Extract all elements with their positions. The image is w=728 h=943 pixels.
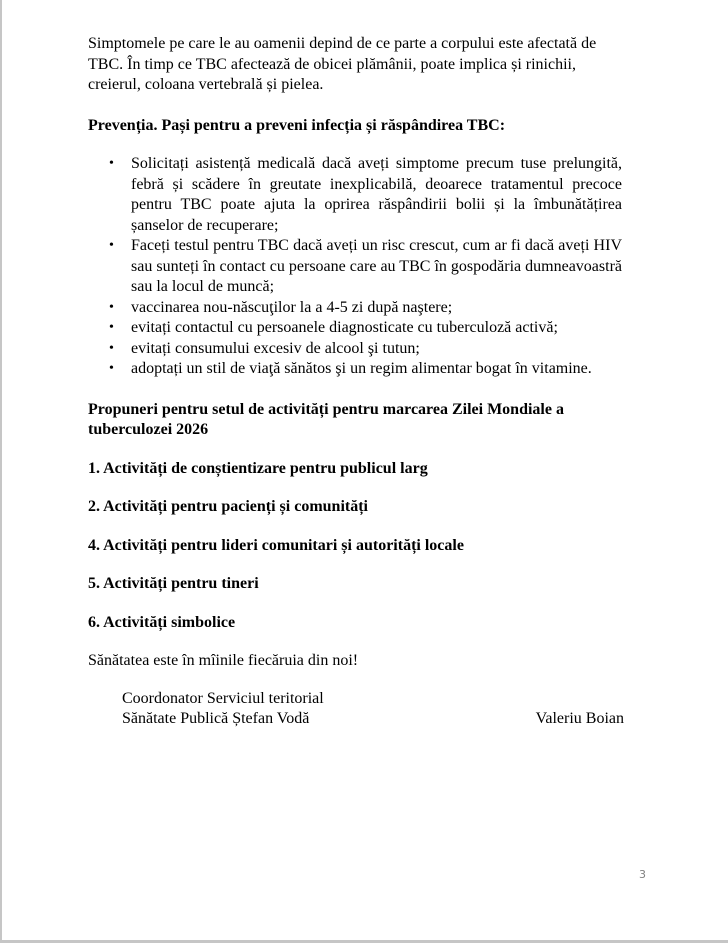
activity-heading: 4. Activități pentru lideri comunitari și autorități locale: [88, 536, 464, 554]
page-content: [88, 34, 622, 730]
list-item-text: Solicitați asistență medicală dacă aveți simptome precum tuse prelungită, febră și scădere în greutate inexplicabilă, deoarece tratamentul precoce pentru TBC poate ajuta la oprirea răspândirii bolii și la îmbunătățirea șanselor de recuperare;: [131, 155, 622, 234]
page-number: 3: [639, 868, 646, 881]
proposals-heading: Propuneri pentru setul de activități pentru marcarea Zilei Mondiale a tuberculozei 2026: [88, 400, 564, 438]
list-item-text: adoptați un stil de viaţă sănătos şi un regim alimentar bogat în vitamine.: [131, 360, 592, 377]
list-item-text: Faceți testul pentru TBC dacă aveți un risc crescut, cum ar fi dacă aveți HIV sau sunteți în contact cu persoane care au TBC în gospodăria dumneavoastră sau la locul de muncă;: [131, 237, 622, 295]
list-item-text: vaccinarea nou-născuţilor la a 4-5 zi după naştere;: [131, 298, 453, 316]
intro-paragraph: Simptomele pe care le au oamenii depind de ce parte a corpului este afectată de TBC. În timp ce TBC afectează de obicei plămânii, poate implica și rinichii, creierul, coloana vertebrală și pielea.: [88, 35, 597, 93]
bullet-icon: •: [109, 238, 114, 253]
activity-heading: 5. Activități pentru tineri: [88, 575, 259, 592]
list-item: [88, 236, 622, 298]
bullet-icon: •: [109, 361, 114, 376]
list-item: [88, 154, 622, 236]
signature-block: [88, 689, 622, 730]
prevention-list: [88, 154, 622, 380]
bullet-icon: •: [109, 320, 114, 335]
list-item: [88, 298, 622, 319]
bullet-icon: •: [109, 340, 114, 356]
list-item: [88, 318, 622, 339]
list-item: [88, 339, 622, 360]
bullet-icon: •: [109, 156, 114, 171]
signature-title-line2: Sănătate Publică Ștefan Vodă: [122, 710, 310, 727]
list-item-text: evitați contactul cu persoanele diagnosticate cu tuberculoză activă;: [131, 319, 558, 336]
list-item: [88, 359, 622, 380]
activity-heading: 6. Activități simbolice: [88, 613, 236, 631]
activity-heading: 2. Activități pentru pacienți și comunități: [88, 498, 368, 515]
list-item-text: evitați consumului excesiv de alcool şi tutun;: [131, 339, 420, 357]
signature-name: Valeriu Boian: [535, 710, 624, 727]
signature-title-line1: Coordonator Serviciul teritorial: [122, 689, 324, 707]
activity-heading: 1. Activități de conștientizare pentru publicul larg: [88, 459, 428, 477]
bullet-icon: •: [109, 299, 114, 315]
closing-statement: Sănătatea este în mîinile fiecăruia din noi!: [88, 652, 359, 669]
prevention-heading: Prevenția. Pași pentru a preveni infecția și răspândirea TBC:: [88, 116, 506, 134]
